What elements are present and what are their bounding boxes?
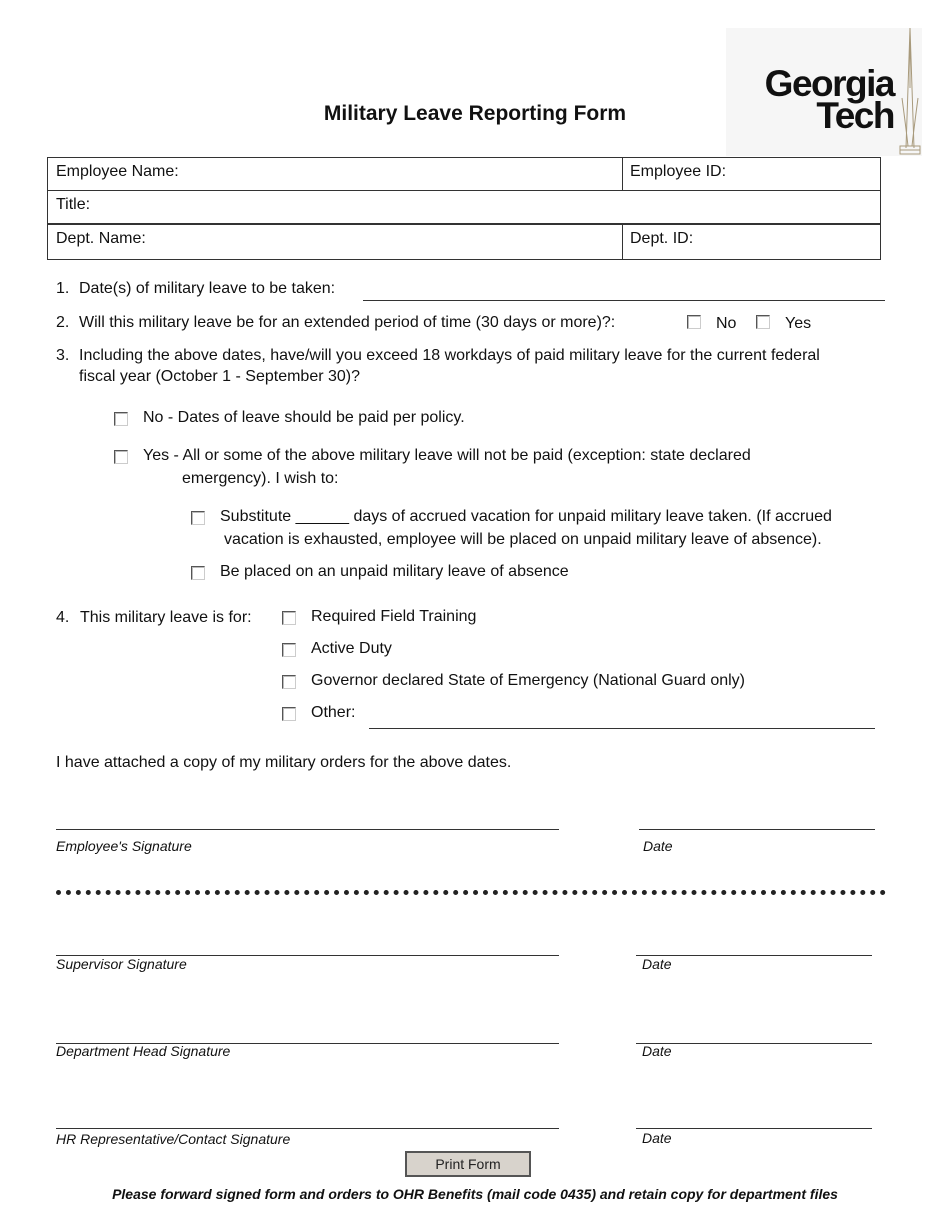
logo-word-tech: Tech bbox=[816, 95, 894, 136]
hr-date-label: Date bbox=[642, 1130, 672, 1146]
field-training-label: Required Field Training bbox=[311, 608, 477, 625]
employee-name-label: Employee Name: bbox=[56, 163, 179, 180]
employee-info-box bbox=[47, 157, 881, 261]
extended-no-label: No bbox=[716, 315, 737, 332]
title-label: Title: bbox=[56, 196, 91, 213]
footer-instructions: Please forward signed form and orders to OHR Benefits (mail code 0435) and retain copy for department files bbox=[112, 1186, 838, 1202]
supervisor-signature-label: Supervisor Signature bbox=[56, 956, 187, 972]
question-2-number: 2. bbox=[56, 314, 70, 331]
active-duty-label: Active Duty bbox=[311, 640, 392, 657]
extended-yes-label: Yes bbox=[785, 315, 812, 332]
supervisor-date-label: Date bbox=[642, 956, 672, 972]
employee-id-label: Employee ID: bbox=[630, 163, 727, 180]
substitute-vacation-checkbox[interactable] bbox=[191, 511, 205, 525]
substitute-vacation-label-line2: vacation is exhausted, employee will be placed on unpaid military leave of absence). bbox=[224, 531, 822, 548]
dept-id-label: Dept. ID: bbox=[630, 230, 694, 247]
employee-signature-label: Employee's Signature bbox=[56, 838, 192, 854]
exceed-yes-label-line2: emergency). I wish to: bbox=[182, 470, 339, 487]
georgia-tech-logo bbox=[726, 28, 922, 156]
active-duty-checkbox[interactable] bbox=[282, 643, 296, 657]
other-checkbox[interactable] bbox=[282, 707, 296, 721]
divider bbox=[622, 158, 623, 190]
hr-signature-line[interactable] bbox=[56, 1128, 559, 1129]
state-emergency-checkbox[interactable] bbox=[282, 675, 296, 689]
tech-tower-icon bbox=[898, 28, 922, 156]
dept-name-label: Dept. Name: bbox=[56, 230, 146, 247]
exceed-no-checkbox[interactable] bbox=[114, 412, 128, 426]
attachment-statement: I have attached a copy of my military orders for the above dates. bbox=[56, 754, 512, 771]
hr-date-line[interactable] bbox=[636, 1128, 872, 1129]
employee-name-row[interactable] bbox=[47, 157, 881, 191]
dept-row[interactable] bbox=[47, 224, 881, 260]
dept-head-signature-label: Department Head Signature bbox=[56, 1043, 231, 1059]
exceed-yes-checkbox[interactable] bbox=[114, 450, 128, 464]
divider bbox=[622, 225, 623, 259]
employee-date-line[interactable] bbox=[639, 829, 875, 830]
print-form-button[interactable]: Print Form bbox=[405, 1151, 531, 1177]
field-training-checkbox[interactable] bbox=[282, 611, 296, 625]
question-1-text: Date(s) of military leave to be taken: bbox=[79, 280, 336, 297]
question-2-text: Will this military leave be for an extended period of time (30 days or more)?: bbox=[79, 314, 616, 331]
substitute-vacation-label-line1: Substitute ______ days of accrued vacation for unpaid military leave taken. (If accrued bbox=[220, 508, 832, 525]
employee-signature-line[interactable] bbox=[56, 829, 559, 830]
title-row[interactable] bbox=[47, 190, 881, 224]
leave-dates-field[interactable] bbox=[363, 300, 885, 301]
logo-word-georgia: Georgia bbox=[764, 63, 894, 104]
exceed-yes-label-line1: Yes - All or some of the above military leave will not be paid (exception: state declared bbox=[143, 447, 751, 464]
question-4-text: This military leave is for: bbox=[80, 609, 252, 626]
extended-no-checkbox[interactable] bbox=[687, 315, 701, 329]
employee-date-label: Date bbox=[643, 838, 673, 854]
other-field[interactable] bbox=[369, 728, 875, 729]
question-3-text-line1: Including the above dates, have/will you exceed 18 workdays of paid military leave for the current federal bbox=[79, 347, 820, 364]
form-title: Military Leave Reporting Form bbox=[323, 102, 627, 125]
hr-signature-label: HR Representative/Contact Signature bbox=[56, 1131, 291, 1147]
extended-yes-checkbox[interactable] bbox=[756, 315, 770, 329]
unpaid-leave-checkbox[interactable] bbox=[191, 566, 205, 580]
question-4-number: 4. bbox=[56, 609, 70, 626]
state-emergency-label: Governor declared State of Emergency (National Guard only) bbox=[311, 672, 745, 689]
dotted-separator bbox=[56, 890, 886, 896]
exceed-no-label: No - Dates of leave should be paid per policy. bbox=[143, 409, 465, 426]
other-label: Other: bbox=[311, 704, 356, 721]
question-3-text-line2: fiscal year (October 1 - September 30)? bbox=[79, 368, 361, 385]
question-1-number: 1. bbox=[56, 280, 70, 297]
dept-head-date-label: Date bbox=[642, 1043, 672, 1059]
question-3-number: 3. bbox=[56, 347, 70, 364]
unpaid-leave-label: Be placed on an unpaid military leave of absence bbox=[220, 563, 569, 580]
